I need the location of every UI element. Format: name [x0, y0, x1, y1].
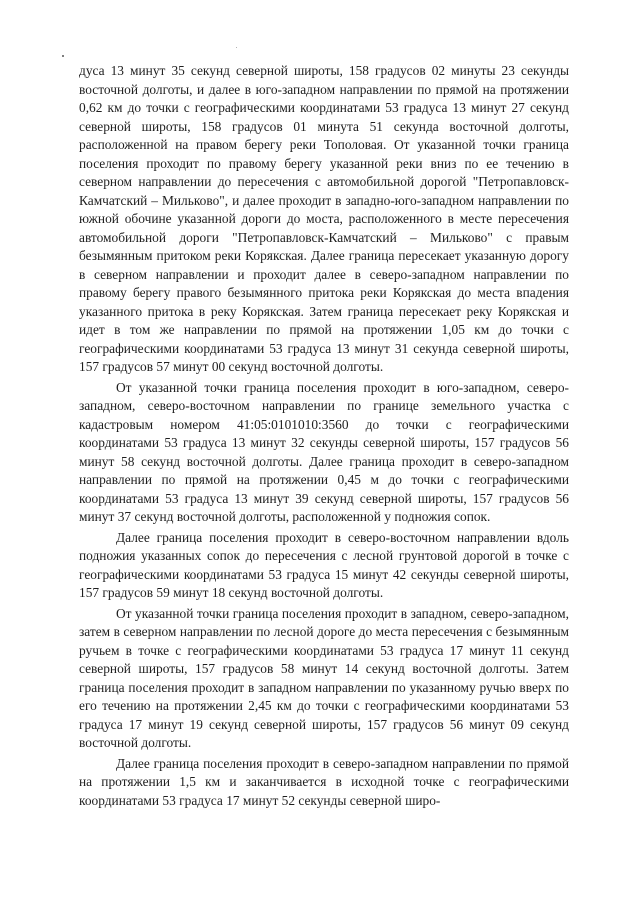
paragraph-1: дуса 13 минут 35 секунд северной широты, 158 градусов 02 минуты 23 секунды восточной долготы, и далее в юго-западном направлении по прямой на протяжении 0,62 км до точки с географическими координатами 53 градуса 13 минут 27 секунд северной широты, 158 градусов 01 минута 51 секунда восточной долготы, расположенной на правом берегу реки Тополовая. От указанной точки граница поселения проходит по правому берегу указанной реки вниз по ее течению в северном направлении до пересечения с автомобильной дорогой "Петропавловск-Камчатский – Мильково", и далее проходит в западно-юго-западном направлении по южной обочине указанной дороги до моста, расположенного в месте пересечения автомобильной дороги "Петропавловск-Камчатский – Мильково" с правым безымянным притоком реки Корякская. Далее граница пересекает указанную дорогу в северном направлении и проходит далее в северо-западном направлении по правому берегу правого безымянного притока реки Корякская до места впадения указанного притока в реку Корякская. Затем граница пересекает реку Корякская и идет в том же направлении по прямой на протяжении 1,05 км до точки с географическими координатами 53 градуса 13 минут 31 секунда северной широты, 157 градусов 57 минут 00 секунд восточной долготы. — [79, 63, 569, 374]
paragraph-5: Далее граница поселения проходит в северо-западном направлении по прямой на протяжении 1,5 км и заканчивается в исходной точке с географическими координатами 53 градуса 17 минут 52 секунды северной широ- — [79, 755, 569, 808]
document-page — [79, 62, 569, 810]
scan-speck — [236, 47, 237, 48]
paragraph-2: От указанной точки граница поселения проходит в юго-западном, северо-западном, северо-восточном направлении по границе земельного участка с кадастровым номером 41:05:0101010:3560 до точки с географическими координатами 53 градуса 13 минут 32 секунды северной широты, 157 градусов 56 минут 58 секунд восточной долготы. Далее граница проходит в северо-западном направлении по прямой на протяжении 0,45 м до точки с географическими координатами 53 градуса 13 минут 39 секунд северной широты, 157 градусов 56 минут 37 секунд восточной долготы, расположенной у подножия сопок. — [79, 379, 569, 524]
paragraph-4: От указанной точки граница поселения проходит в западном, северо-западном, затем в северном направлении по лесной дороге до места пересечения с безымянным ручьем в точке с географическими координатами 53 градуса 17 минут 11 секунд северной широты, 157 градусов 58 минут 14 секунд восточной долготы. Затем граница поселения проходит в западном направлении по указанному ручью вверх по его течению на протяжении 2,45 км до точки с географическими координатами 53 градуса 17 минут 19 секунд северной широты, 157 градусов 56 минут 09 секунд восточной долготы. — [79, 605, 569, 750]
scan-speck — [62, 55, 64, 57]
paragraph-3: Далее граница поселения проходит в северо-восточном направлении вдоль подножия указанных сопок до пересечения с лесной грунтовой дорогой в точке с географическими координатами 53 градуса 15 минут 42 секунды северной широты, 157 градусов 59 минут 18 секунд восточной долготы. — [79, 529, 569, 600]
